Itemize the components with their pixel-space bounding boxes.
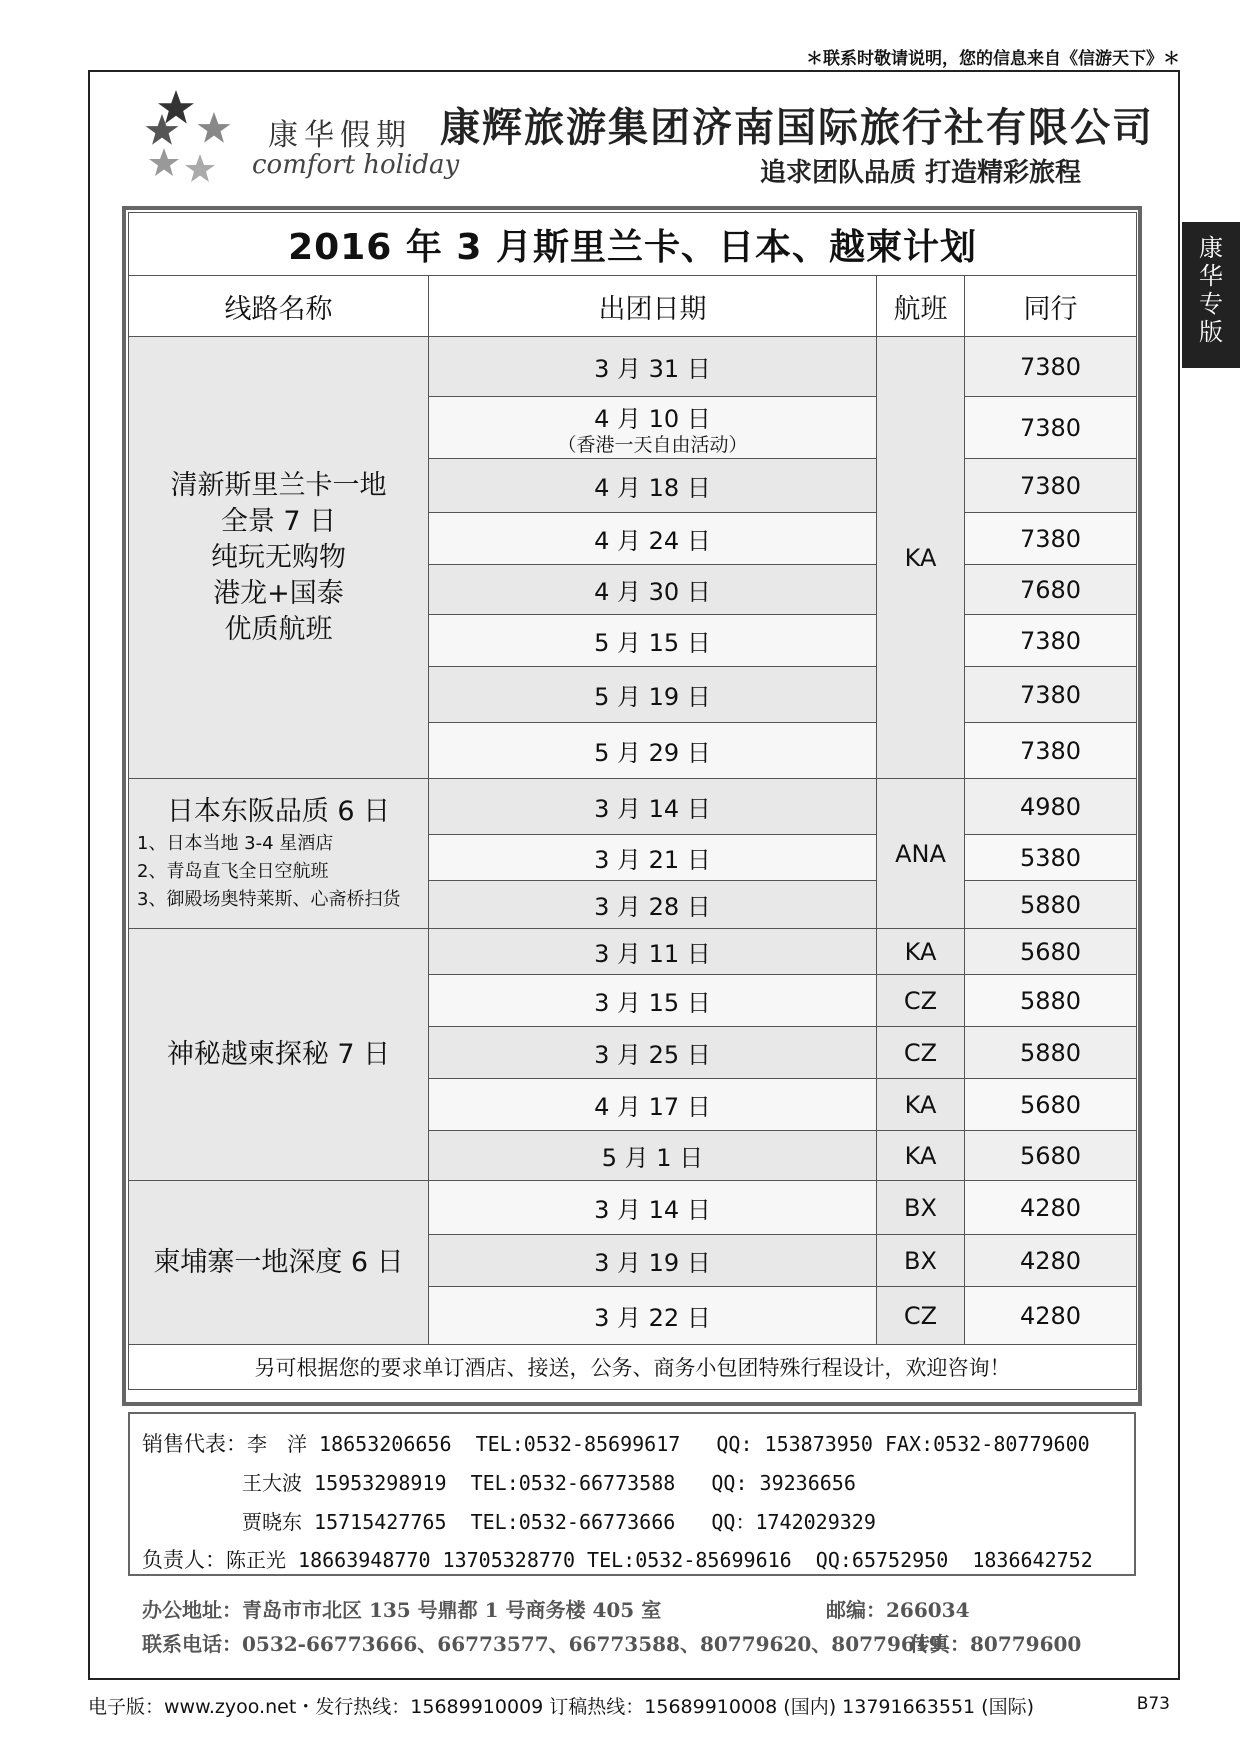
side-tab [1182,222,1240,368]
contact-box [128,1412,1136,1576]
departure-date: 4 月 17 日 [429,1079,877,1131]
departure-date: 3 月 25 日 [429,1027,877,1079]
contact-phone: 联系电话：0532-66773666、66773577、66773588、80779620、80779619 [142,1632,943,1656]
departure-date: 3 月 21 日 [429,835,877,881]
flight-code: BX [877,1235,965,1287]
departure-date [429,397,877,459]
flight-code: BX [877,1181,965,1235]
source-notice: ＊联系时敬请说明，您的信息来自《信游天下》＊ [806,49,1180,69]
office-address: 办公地址：青岛市市北区 135 号鼎都 1 号商务楼 405 室 [142,1598,662,1622]
departure-date: 3 月 28 日 [429,881,877,929]
route-line: 全景 7 日 [220,505,337,537]
header-flight: 航班 [877,276,965,337]
route-item: 3、御殿场奥特莱斯、心斋桥扫货 [137,888,401,910]
logo-english: comfort holiday [252,150,460,180]
price: 5380 [965,835,1137,881]
flight-code: CZ [877,975,965,1027]
fax: 传真：80779600 [910,1632,1082,1656]
flight-code: KA [877,337,965,779]
price: 5880 [965,975,1137,1027]
departure-date: 5 月 1 日 [429,1131,877,1181]
departure-date: 5 月 19 日 [429,667,877,723]
price: 7380 [965,667,1137,723]
departure-date: 3 月 14 日 [429,1181,877,1235]
route-line: 清新斯里兰卡一地 [170,469,387,501]
sales-label: 销售代表： [142,1432,247,1456]
date-text: 4 月 10 日 [594,405,711,433]
departure-date: 4 月 18 日 [429,459,877,513]
slogan: 追求团队品质 打造精彩旅程 [760,158,1082,188]
departure-date: 3 月 22 日 [429,1287,877,1345]
departure-date: 5 月 29 日 [429,723,877,779]
route-line: 优质航班 [224,613,333,645]
price: 7380 [965,459,1137,513]
price: 5880 [965,881,1137,929]
flight-code: CZ [877,1287,965,1345]
price: 4280 [965,1287,1137,1345]
header-route: 线路名称 [129,276,429,337]
price: 5680 [965,1079,1137,1131]
price: 5680 [965,1131,1137,1181]
price: 4980 [965,779,1137,835]
flight-code: ANA [877,779,965,929]
side-tab-char: 版 [1199,318,1223,346]
departure-date: 5 月 15 日 [429,615,877,667]
page-number: B73 [1136,1694,1170,1714]
manager-row [142,1544,1093,1574]
route-line: 神秘越柬探秘 7 日 [166,1038,391,1070]
company-name: 康辉旅游集团济南国际旅行社有限公司 [440,104,1154,151]
flight-code: CZ [877,1027,965,1079]
price: 7680 [965,565,1137,615]
flight-code: KA [877,929,965,975]
route-japan [129,779,429,929]
side-tab-char: 康 [1199,234,1223,262]
price: 7380 [965,397,1137,459]
route-line: 柬埔寨一地深度 6 日 [153,1246,404,1278]
table-title: 2016 年 3 月斯里兰卡、日本、越柬计划 [129,213,1137,276]
table-footer-note: 另可根据您的要求单订酒店、接送，公务、商务小包团特殊行程设计，欢迎咨询！ [129,1345,1137,1390]
departure-date: 4 月 24 日 [429,513,877,565]
tour-plan-table [128,212,1137,1390]
route-item: 2、青岛直飞全日空航班 [137,860,329,882]
departure-date: 3 月 15 日 [429,975,877,1027]
manager-contact: 陈正光 18663948770 13705328770 TEL:0532-85699616 QQ:65752950 1836642752 [226,1548,1093,1572]
departure-date: 3 月 19 日 [429,1235,877,1287]
departure-date: 4 月 30 日 [429,565,877,615]
departure-date: 3 月 14 日 [429,779,877,835]
route-cambodia [129,1181,429,1345]
logo-chinese: 康华假期 [268,118,412,153]
postcode: 邮编：266034 [826,1598,970,1622]
route-line: 港龙+国泰 [213,577,344,609]
date-note: （香港一天自由活动） [557,434,748,456]
sales-contact: 王大波 15953298919 TEL:0532-66773588 QQ: 39236656 [242,1471,856,1495]
price: 4280 [965,1181,1137,1235]
price: 5680 [965,929,1137,975]
route-vietnam-cambodia [129,929,429,1181]
manager-label: 负责人： [142,1548,226,1572]
price: 7380 [965,615,1137,667]
price: 7380 [965,513,1137,565]
route-line: 纯玩无购物 [211,541,346,573]
sales-contact: 贾晓东 15715427765 TEL:0532-66773666 QQ：1742029329 [242,1510,876,1534]
route-srilanka [129,337,429,779]
sales-row [142,1428,1090,1458]
price: 7380 [965,723,1137,779]
price: 7380 [965,337,1137,397]
header-date: 出团日期 [429,276,877,337]
sales-contact: 李 洋 18653206656 TEL:0532-85699617 QQ: 153873950 FAX:0532-80779600 [247,1432,1090,1456]
flight-code: KA [877,1079,965,1131]
price: 5880 [965,1027,1137,1079]
route-item: 1、日本当地 3-4 星酒店 [137,832,334,854]
header-price: 同行 [965,276,1137,337]
side-tab-char: 专 [1199,290,1223,318]
side-tab-char: 华 [1199,262,1223,290]
flight-code: KA [877,1131,965,1181]
route-title: 日本东阪品质 6 日 [166,795,391,827]
bottom-hotline: 电子版：www.zyoo.net・发行热线：15689910009 订稿热线：15689910008 (国内) 13791663551 (国际) [88,1696,1034,1718]
departure-date: 3 月 11 日 [429,929,877,975]
departure-date: 3 月 31 日 [429,337,877,397]
price: 4280 [965,1235,1137,1287]
